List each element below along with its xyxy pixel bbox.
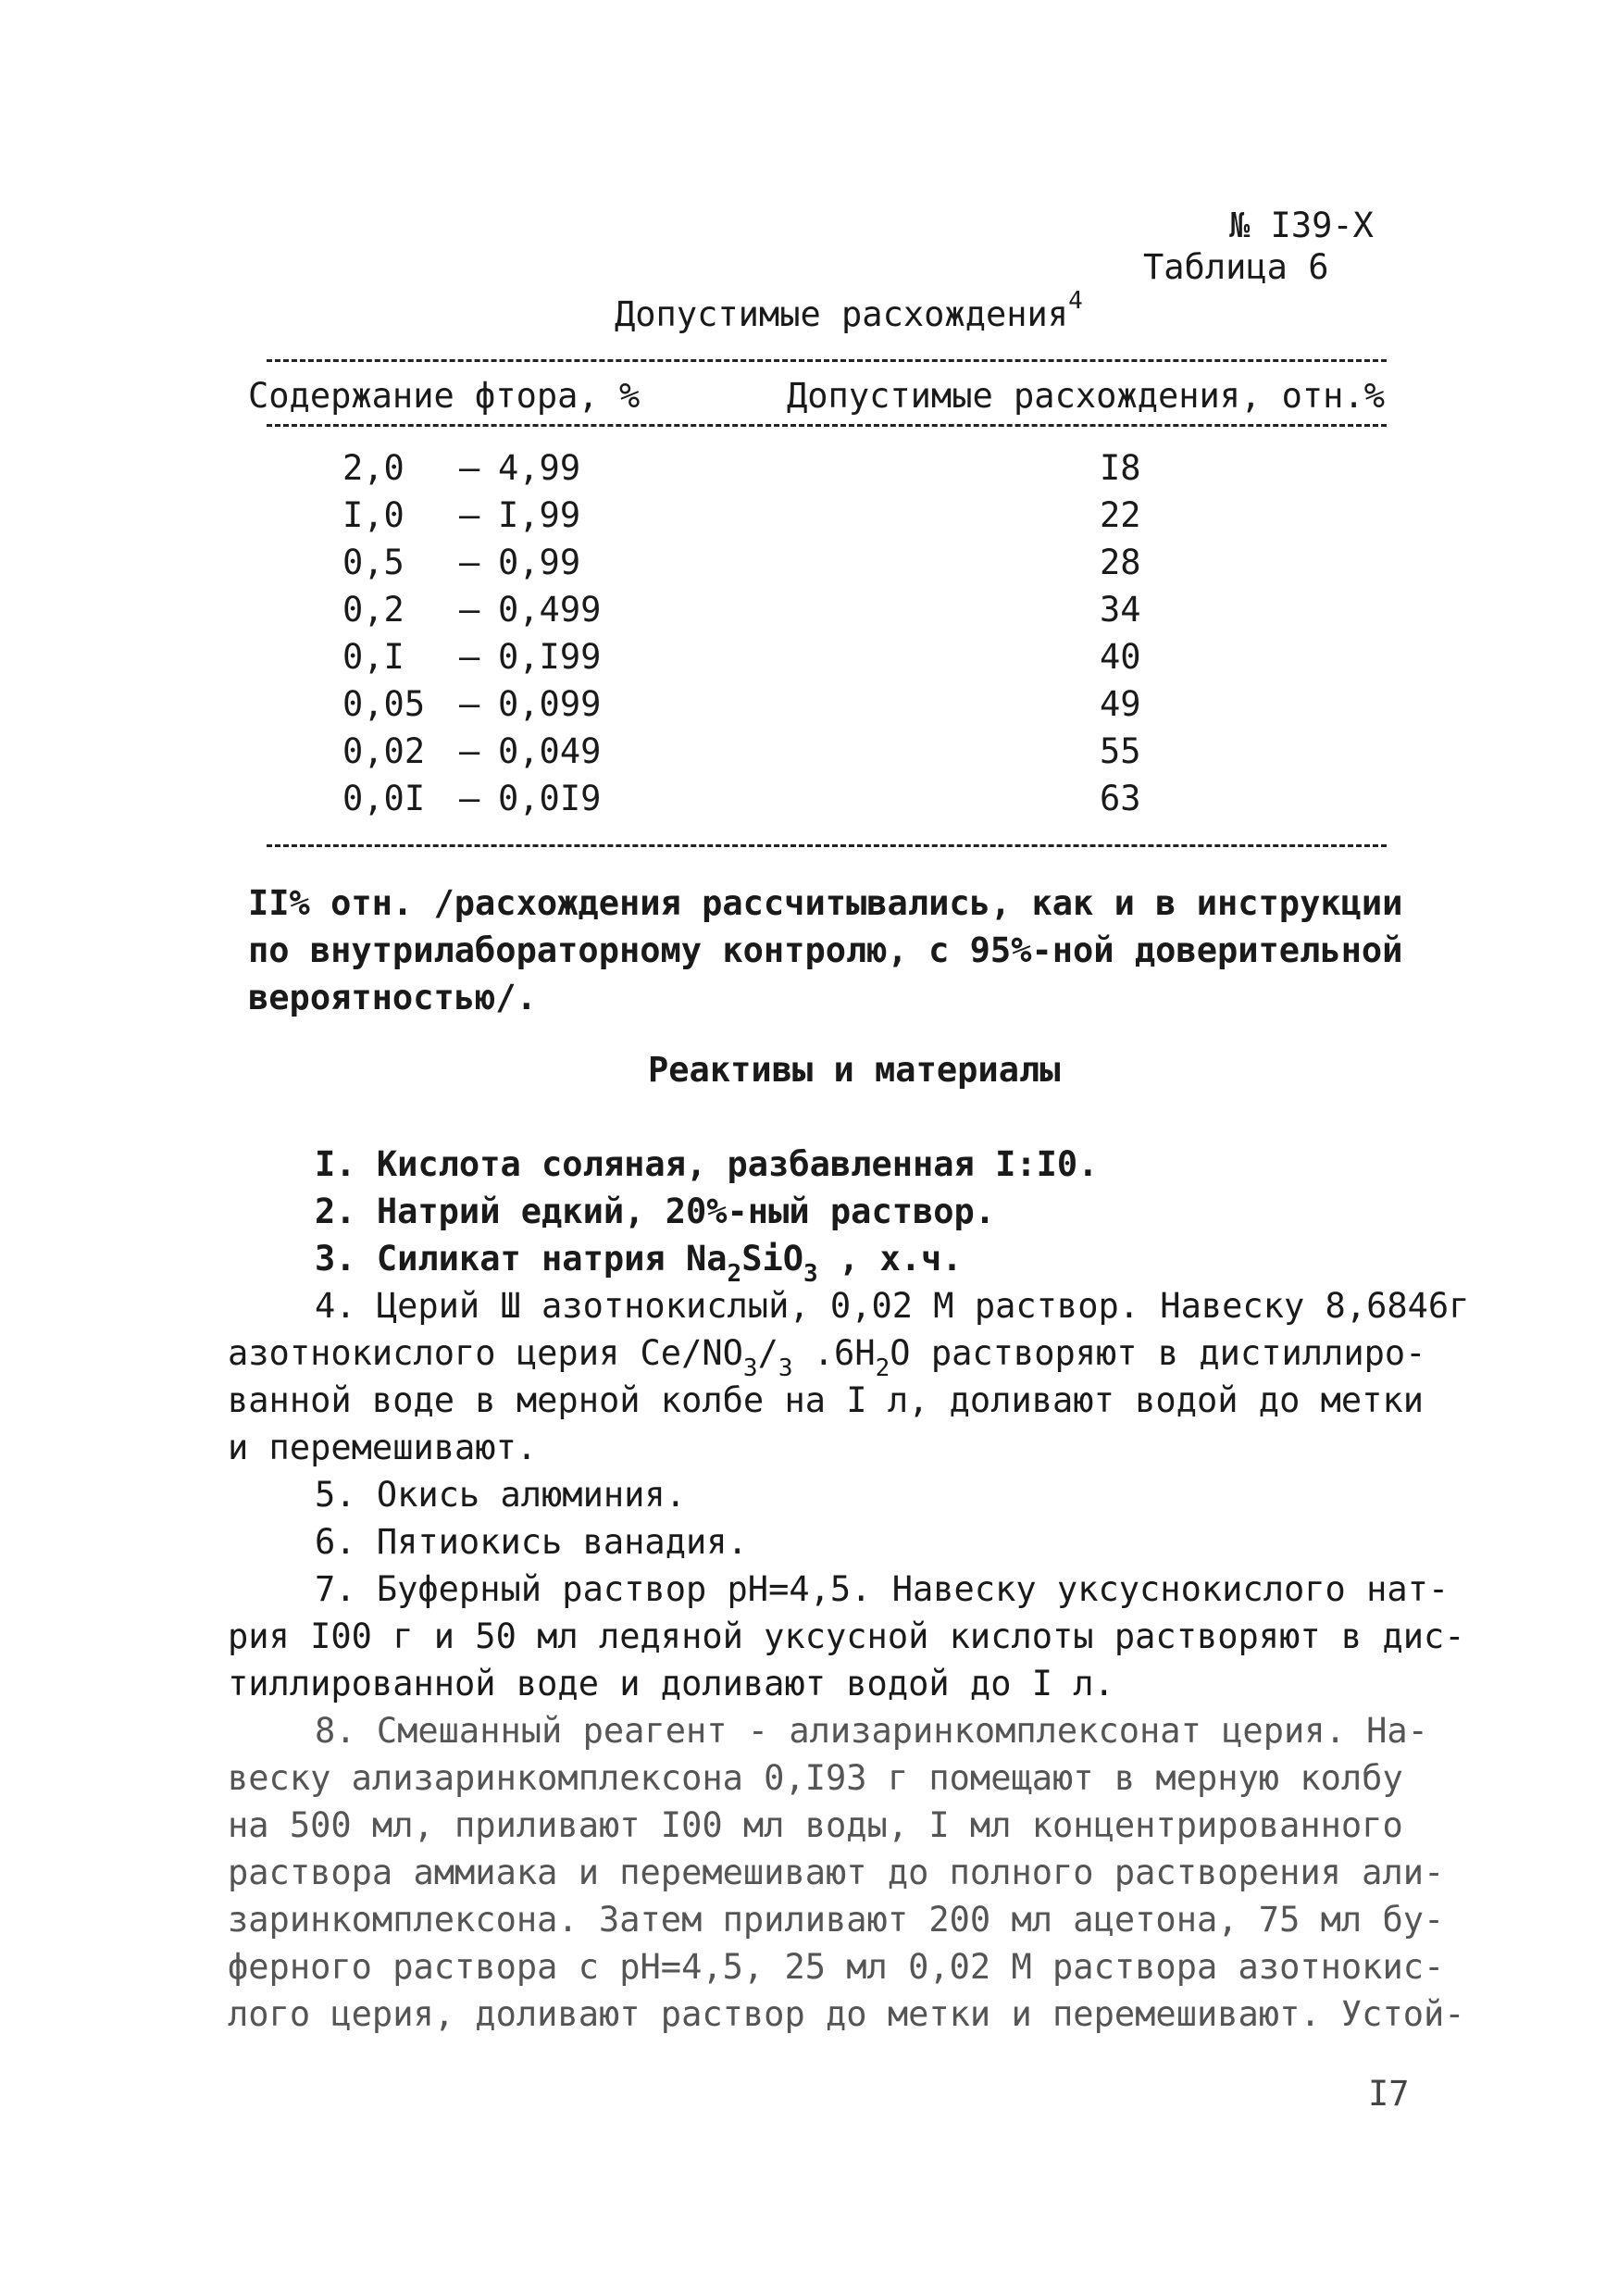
footnote-line: вероятностью/. bbox=[248, 978, 537, 1017]
range-to: 0,0I9 bbox=[498, 779, 602, 818]
subscript: 3 bbox=[803, 1260, 818, 1288]
section-title: Реактивы и материалы bbox=[648, 1050, 1061, 1090]
footnote bbox=[248, 880, 1402, 1021]
column-header-fluorine: Содержание фтора, % bbox=[248, 376, 641, 416]
deviation-value: 63 bbox=[1100, 779, 1141, 818]
range-to: 0,99 bbox=[498, 543, 581, 582]
footnote-line: по внутрилабораторному контролю, с 95%-ной доверительной bbox=[248, 930, 1403, 970]
paragraph-line: 4. Церий Ш азотнокислый, 0,02 М раствор. Навеску 8,6846г bbox=[315, 1286, 1470, 1326]
list-item: I. Кислота соляная, разбавленная I:I0. bbox=[315, 1144, 1099, 1184]
item-text: / bbox=[757, 1333, 778, 1373]
footnote-line: II% отн. /расхождения рассчитывались, как и в инструкции bbox=[248, 883, 1403, 923]
item-text: O растворяют в дистиллиро- bbox=[890, 1333, 1426, 1373]
range-to: 0,499 bbox=[498, 590, 602, 630]
deviation-value: 34 bbox=[1100, 590, 1141, 630]
column-header-deviation: Допустимые расхождения, отн.% bbox=[787, 376, 1386, 416]
range-from: 2,0 bbox=[342, 448, 404, 488]
item-text: 3. Силикат натрия Na bbox=[315, 1239, 728, 1279]
paragraph-line: и перемешивают. bbox=[228, 1428, 538, 1467]
list-item bbox=[315, 1235, 963, 1287]
range-from: 0,02 bbox=[342, 731, 426, 771]
range-dash: – bbox=[459, 590, 480, 630]
range-dash: – bbox=[459, 543, 480, 582]
paragraph-line: раствора аммиака и перемешивают до полного растворения али- bbox=[228, 1853, 1445, 1892]
subscript: 3 bbox=[742, 1354, 758, 1382]
table-header-rule bbox=[267, 424, 1387, 427]
range-from: 0,0I bbox=[342, 779, 426, 818]
deviation-value: 40 bbox=[1100, 637, 1141, 677]
table-bottom-rule bbox=[267, 844, 1387, 847]
range-from: 0,2 bbox=[342, 590, 404, 630]
range-to: 0,099 bbox=[498, 684, 602, 724]
paragraph-line: тиллированной воде и доливают водой до I л. bbox=[228, 1664, 1114, 1703]
range-to: 0,049 bbox=[498, 731, 602, 771]
deviation-value: 49 bbox=[1100, 684, 1141, 724]
range-dash: – bbox=[459, 448, 480, 488]
paragraph-line: веску ализаринкомплексона 0,I93 г помещают в мерную колбу bbox=[228, 1758, 1403, 1798]
table-title bbox=[615, 287, 1083, 338]
paragraph-line: заринкомплексона. Затем приливают 200 мл ацетона, 75 мл бу- bbox=[228, 1900, 1445, 1940]
range-to: 0,I99 bbox=[498, 637, 602, 677]
item-text: , х.ч. bbox=[817, 1239, 963, 1279]
paragraph-line: ферного раствора с pH=4,5, 25 мл 0,02 М раствора азотнокис- bbox=[228, 1947, 1445, 1987]
range-from: 0,05 bbox=[342, 684, 426, 724]
range-from: I,0 bbox=[342, 495, 404, 535]
range-dash: – bbox=[459, 684, 480, 724]
range-dash: – bbox=[459, 731, 480, 771]
subscript: 2 bbox=[727, 1260, 742, 1288]
paragraph-line: на 500 мл, приливают I00 мл воды, I мл концентрированного bbox=[228, 1805, 1403, 1845]
deviation-value: I8 bbox=[1100, 448, 1141, 488]
range-dash: – bbox=[459, 637, 480, 677]
document-number: № I39-Х bbox=[1229, 206, 1374, 245]
table-title-text: Допустимые расхождения bbox=[615, 294, 1069, 334]
page-number: I7 bbox=[1368, 2074, 1410, 2114]
subscript: 2 bbox=[875, 1354, 890, 1382]
deviation-value: 28 bbox=[1100, 543, 1141, 582]
range-to: 4,99 bbox=[498, 448, 581, 488]
list-item: 6. Пятиокись ванадия. bbox=[315, 1522, 748, 1562]
range-from: 0,I bbox=[342, 637, 404, 677]
item-text: SiO bbox=[741, 1239, 804, 1279]
paragraph-line: рия I00 г и 50 мл ледяной уксусной кислоты растворяют в дис- bbox=[228, 1616, 1465, 1656]
table-caption: Таблица 6 bbox=[1143, 247, 1329, 287]
paragraph-line: ванной воде в мерной колбе на I л, доливают водой до метки bbox=[228, 1380, 1425, 1420]
range-dash: – bbox=[459, 495, 480, 535]
deviation-value: 55 bbox=[1100, 731, 1141, 771]
item-text: .6H bbox=[792, 1333, 876, 1373]
paragraph-line bbox=[228, 1329, 1425, 1381]
paragraph-line: 7. Буферный раствор pH=4,5. Навеску уксуснокислого нат- bbox=[315, 1569, 1450, 1609]
list-item: 5. Окись алюминия. bbox=[315, 1475, 686, 1515]
deviation-value: 22 bbox=[1100, 495, 1141, 535]
range-to: I,99 bbox=[498, 495, 581, 535]
item-text: азотнокислого церия Се/NO bbox=[228, 1333, 743, 1373]
footnote-marker: 4 bbox=[1068, 287, 1083, 315]
table-top-rule bbox=[267, 359, 1387, 362]
paragraph-line: 8. Смешанный реагент - ализаринкомплексонат церия. На- bbox=[315, 1711, 1428, 1751]
range-dash: – bbox=[459, 779, 480, 818]
subscript: 3 bbox=[778, 1354, 793, 1382]
list-item: 2. Натрий едкий, 20%-ный раствор. bbox=[315, 1192, 996, 1231]
range-from: 0,5 bbox=[342, 543, 404, 582]
paragraph-line: лого церия, доливают раствор до метки и перемешивают. Устой- bbox=[228, 1994, 1465, 2034]
